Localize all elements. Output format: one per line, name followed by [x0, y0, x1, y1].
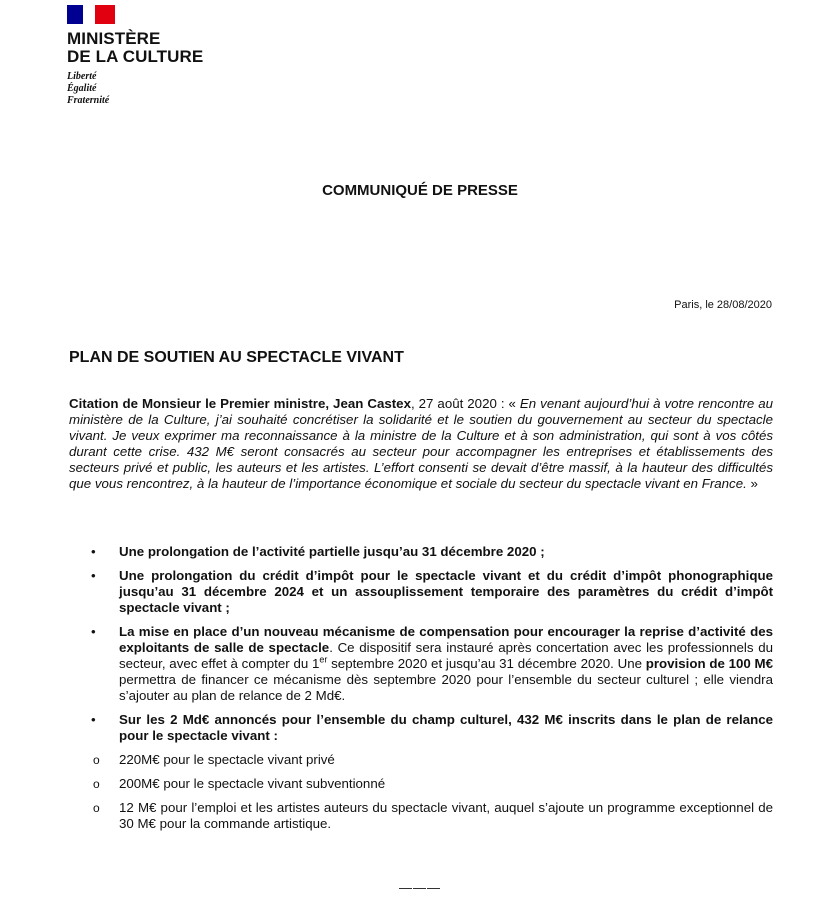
end-separator: ———: [399, 880, 441, 895]
bullet-icon: •: [91, 544, 96, 559]
marianne-flag-icon: [67, 5, 115, 24]
measure-compensation-text-2: septembre 2020 et jusqu’au 31 décembre 2020. Une: [327, 656, 646, 671]
bullet-icon: •: [91, 568, 96, 583]
measure-recovery-plan: Sur les 2 Md€ annoncés pour l’ensemble du champ culturel, 432 M€ inscrits dans le plan de relance pour le spectacle vivant :: [119, 712, 773, 743]
press-release-heading: COMMUNIQUÉ DE PRESSE: [322, 182, 518, 199]
list-item: [69, 544, 773, 560]
motto-fraternite: Fraternité: [67, 95, 110, 106]
superscript-er: er: [319, 654, 328, 665]
bullet-icon: •: [91, 624, 96, 639]
subitem-private: 220M€ pour le spectacle vivant privé: [119, 752, 335, 767]
quote-text: En venant aujourd’hui à votre rencontre au ministère de la Culture, j’ai souhaité concrétiser la solidarité et le soutien du gouvernement au secteur du spectacle vivant. Je veux exprimer ma reconnaissance à la ministre de la Culture et à son administration, qui sont à vos côtés durant cette crise. 432 M€ seront consacrés au secteur pour accompagner les entreprises et établissements des secteurs privé et public, les auteurs et les artistes. L’effort consenti se devait d’être massif, à la hauteur des difficultés que vous rencontrez, à la hauteur de l’importance économique et sociale du secteur du spectacle vivant en France.: [69, 396, 773, 491]
subitem-subsidized: 200M€ pour le spectacle vivant subventionné: [119, 776, 386, 791]
circle-bullet-icon: o: [93, 777, 100, 791]
ministry-logo: [67, 5, 203, 107]
date-line: Paris, le 28/08/2020: [674, 299, 772, 311]
sub-list-item: [69, 752, 773, 768]
bullet-icon: •: [91, 712, 96, 727]
ministry-name: [67, 30, 203, 66]
measure-partial-activity: Une prolongation de l’activité partielle jusqu’au 31 décembre 2020 ;: [119, 544, 545, 559]
ministry-line-2: DE LA CULTURE: [67, 47, 204, 66]
subitem-employment: 12 M€ pour l’emploi et les artistes auteurs du spectacle vivant, auquel s’ajoute un programme exceptionnel de 30 M€ pour la commande artistique.: [119, 800, 773, 831]
measure-provision: provision de 100 M€: [645, 656, 773, 671]
list-item: [69, 568, 773, 616]
circle-bullet-icon: o: [93, 801, 100, 815]
measure-compensation-text-1: . Ce dispositif sera instauré après concertation avec les professionnels du secteur, avec effet à compter du 1: [119, 640, 773, 671]
motto-egalite: Égalité: [67, 83, 97, 94]
measures-list: [69, 544, 773, 840]
list-item: [69, 624, 773, 704]
measure-tax-credit: Une prolongation du crédit d’impôt pour le spectacle vivant et du crédit d’impôt phonographique jusqu’au 31 décembre 2024 et un assouplissement temporaire des paramètres du crédit d’impôt spectacle vivant ;: [119, 568, 773, 615]
motto-liberte: Liberté: [67, 71, 97, 82]
quote-closing: »: [746, 476, 758, 491]
list-item: [69, 712, 773, 744]
measure-compensation-bold: La mise en place d’un nouveau mécanisme de compensation pour encourager la reprise d’activité des exploitants de salle de spectacle: [119, 624, 773, 655]
sub-list-item: [69, 800, 773, 832]
quote-attribution: Citation de Monsieur le Premier ministre, Jean Castex: [69, 396, 411, 411]
measure-compensation-text-3: permettra de financer ce mécanisme dès septembre 2020 pour l’ensemble du secteur culturel ; elle viendra s’ajouter au plan de relance de 2 Md€.: [119, 672, 773, 703]
circle-bullet-icon: o: [93, 753, 100, 767]
sub-list-item: [69, 776, 773, 792]
ministry-line-1: MINISTÈRE: [67, 29, 161, 48]
prime-minister-quote: [69, 396, 773, 492]
document-title: PLAN DE SOUTIEN AU SPECTACLE VIVANT: [69, 349, 404, 366]
quote-date: , 27 août 2020 : «: [410, 396, 520, 411]
republic-motto: [67, 71, 203, 107]
